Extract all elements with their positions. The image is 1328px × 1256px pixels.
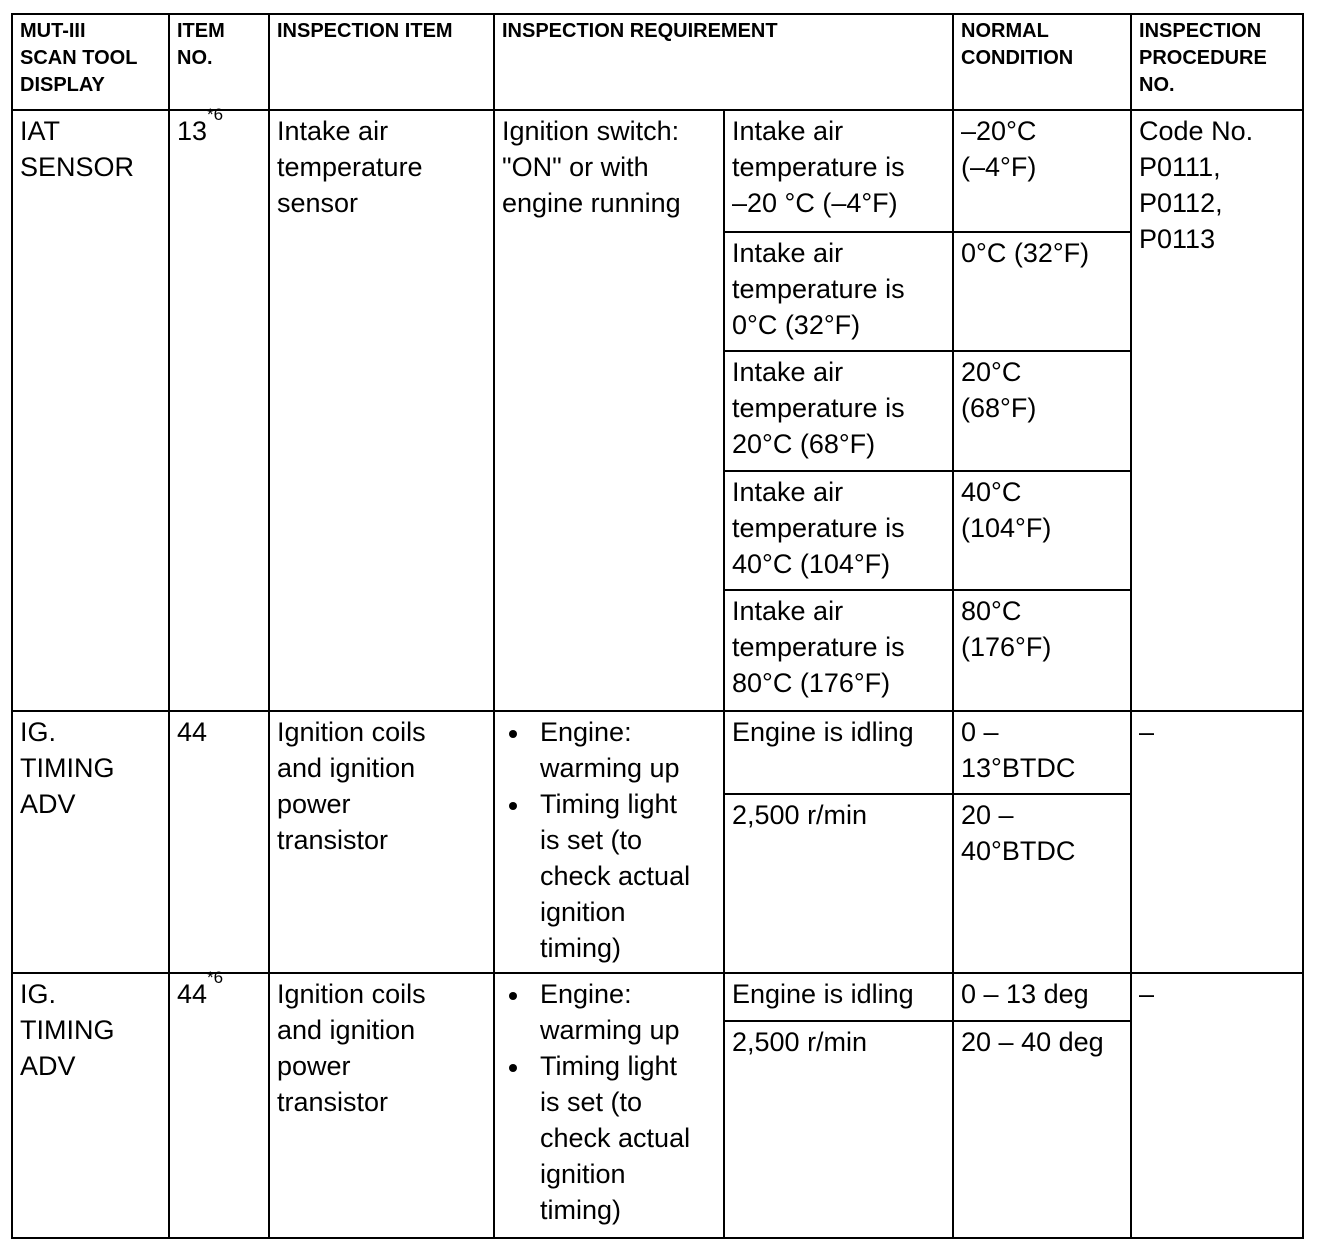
condition-line: –20 °C (–4°F) [732,188,898,218]
cell-condition [724,351,953,471]
normal-line: 40°C [961,477,1022,507]
header-procedure [1131,14,1303,110]
item-line: and ignition [277,1015,416,1045]
cell-procedure [1131,973,1303,1238]
bullet-line: Engine: [540,979,632,1009]
procedure-line: Code No. [1139,116,1254,146]
table-row [12,973,1303,1021]
header-normal-line: NORMAL [961,20,1049,42]
item-no: 44 [177,979,208,1009]
condition-line: Intake air [732,116,844,146]
item-line: and ignition [277,753,416,783]
cell-normal [953,110,1131,232]
cell-item-no [169,968,269,1238]
table-row [12,711,1303,794]
cell-display [12,711,169,973]
requirement-list [502,714,716,966]
item-line: sensor [277,188,359,218]
header-display-line: SCAN TOOL [20,47,138,69]
requirement-list [502,976,716,1228]
header-item-no-line: ITEM [177,20,225,42]
bullet-line: is set (to [540,1087,643,1117]
item-no-footnote: *6 [207,105,224,124]
cell-normal [953,351,1131,471]
bullet-line: timing) [540,933,622,963]
requirement-bullet [540,714,716,786]
header-procedure-line: INSPECTION [1139,20,1262,42]
normal-line: 0 – 13 deg [961,979,1089,1009]
cell-condition [724,973,953,1021]
item-no-footnote: *6 [207,968,224,987]
normal-line: 20 – [961,800,1014,830]
item-line: Ignition coils [277,979,426,1009]
header-requirement [494,14,953,110]
bullet-line: check actual [540,861,691,891]
header-item-no [169,14,269,110]
display-line: IG. [20,717,57,747]
bullet-line: warming up [540,753,680,783]
condition-line: 0°C (32°F) [732,310,861,340]
cell-condition [724,794,953,973]
condition-line: 2,500 r/min [732,1027,868,1057]
item-line: transistor [277,1087,389,1117]
header-row [12,14,1303,110]
procedure-line: P0113 [1139,224,1216,254]
item-no: 13 [177,116,208,146]
procedure-line: – [1139,979,1155,1009]
header-display-line: DISPLAY [20,74,105,96]
requirement-line: "ON" or with [502,152,649,182]
condition-line: temperature is [732,152,905,182]
item-line: power [277,1051,351,1081]
cell-requirement [494,711,724,973]
procedure-line: P0111, [1139,152,1221,182]
cell-procedure [1131,711,1303,973]
display-line: SENSOR [20,152,135,182]
header-inspection-item-text: INSPECTION ITEM [277,20,453,42]
bullet-icon [509,802,517,810]
procedure-line: – [1139,717,1155,747]
normal-line: 80°C [961,596,1022,626]
cell-inspection-item [269,711,494,973]
cell-inspection-item [269,110,494,711]
header-item-no-line: NO. [177,47,213,69]
cell-requirement [494,110,724,711]
cell-display [12,973,169,1238]
bullet-line: Timing light [540,789,678,819]
cell-condition [724,590,953,711]
requirement-bullet [540,1048,716,1228]
cell-item-no [169,711,269,973]
requirement-bullet [540,786,716,966]
cell-item-no [169,105,269,711]
header-display [12,14,169,110]
bullet-line: Timing light [540,1051,678,1081]
bullet-line: warming up [540,1015,680,1045]
normal-line: (–4°F) [961,152,1037,182]
cell-normal [953,232,1131,351]
normal-line: (176°F) [961,632,1052,662]
normal-line: 0 – [961,717,999,747]
cell-condition [724,1021,953,1238]
requirement-line: engine running [502,188,681,218]
cell-normal [953,973,1131,1021]
item-line: Intake air [277,116,389,146]
inspection-table [11,13,1304,1239]
item-line: Ignition coils [277,717,426,747]
bullet-line: Engine: [540,717,632,747]
cell-normal [953,590,1131,711]
cell-normal [953,794,1131,973]
cell-procedure [1131,110,1303,711]
item-line: power [277,789,351,819]
bullet-line: is set (to [540,825,643,855]
condition-line: Intake air [732,357,844,387]
normal-line: –20°C [961,116,1037,146]
condition-line: 2,500 r/min [732,800,868,830]
display-line: TIMING [20,1015,115,1045]
requirement-bullet [540,976,716,1048]
condition-line: Intake air [732,477,844,507]
item-line: temperature [277,152,423,182]
display-line: ADV [20,789,76,819]
display-line: IAT [20,116,60,146]
header-normal [953,14,1131,110]
cell-condition [724,110,953,232]
condition-line: 20°C (68°F) [732,429,876,459]
header-procedure-line: PROCEDURE [1139,47,1267,69]
bullet-line: timing) [540,1195,622,1225]
header-display-line: MUT-III [20,20,86,42]
cell-inspection-item [269,973,494,1238]
bullet-line: check actual [540,1123,691,1153]
header-procedure-line: NO. [1139,74,1175,96]
cell-normal [953,1021,1131,1238]
cell-requirement [494,973,724,1238]
condition-line: Engine is idling [732,979,914,1009]
cell-condition [724,711,953,794]
normal-line: (104°F) [961,513,1052,543]
cell-normal [953,471,1131,590]
cell-condition [724,232,953,351]
header-requirement-text: INSPECTION REQUIREMENT [502,20,778,42]
normal-line: 20 – 40 deg [961,1027,1104,1057]
condition-line: 40°C (104°F) [732,549,891,579]
condition-line: Engine is idling [732,717,914,747]
requirement-line: Ignition switch: [502,116,680,146]
table-row [12,110,1303,232]
normal-line: 40°BTDC [961,836,1076,866]
bullet-icon [509,1064,517,1072]
condition-line: Intake air [732,238,844,268]
item-line: transistor [277,825,389,855]
bullet-line: ignition [540,1159,626,1189]
item-no: 44 [177,717,208,747]
normal-line: (68°F) [961,393,1037,423]
bullet-line: ignition [540,897,626,927]
display-line: TIMING [20,753,115,783]
cell-display [12,110,169,711]
cell-normal [953,711,1131,794]
header-inspection-item [269,14,494,110]
condition-line: temperature is [732,274,905,304]
bullet-icon [509,992,517,1000]
bullet-icon [509,730,517,738]
condition-line: temperature is [732,393,905,423]
normal-line: 20°C [961,357,1022,387]
display-line: ADV [20,1051,76,1081]
condition-line: temperature is [732,513,905,543]
condition-line: temperature is [732,632,905,662]
condition-line: Intake air [732,596,844,626]
cell-condition [724,471,953,590]
procedure-line: P0112, [1139,188,1223,218]
header-normal-line: CONDITION [961,47,1074,69]
condition-line: 80°C (176°F) [732,668,891,698]
normal-line: 13°BTDC [961,753,1076,783]
display-line: IG. [20,979,57,1009]
normal-line: 0°C (32°F) [961,238,1090,268]
